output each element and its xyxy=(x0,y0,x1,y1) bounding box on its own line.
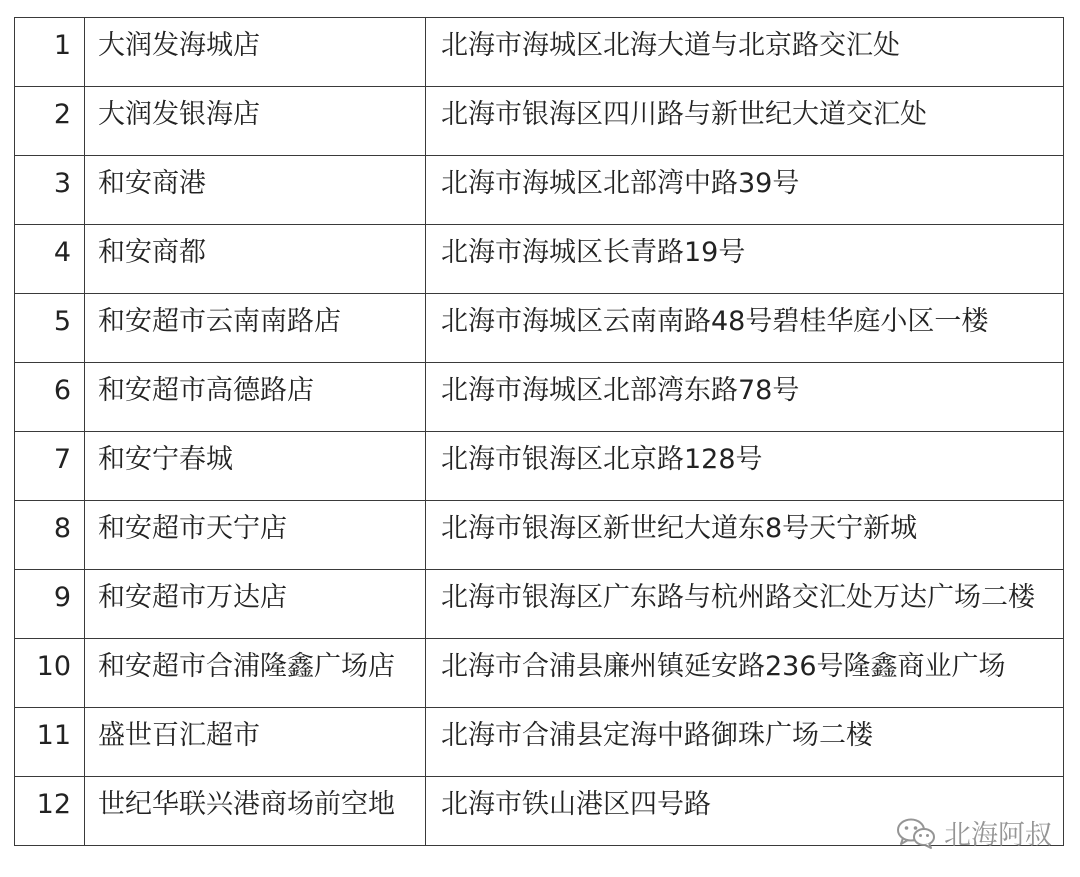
store-address-cell xyxy=(426,294,1064,363)
row-number-cell xyxy=(15,363,85,432)
row-number-cell xyxy=(15,87,85,156)
row-number: 8 xyxy=(53,513,71,544)
store-name: 和安超市云南南路店 xyxy=(98,306,341,337)
row-number: 12 xyxy=(36,789,71,820)
row-number-cell xyxy=(15,501,85,570)
store-address: 北海市海城区北部湾中路39号 xyxy=(441,168,800,199)
store-address: 北海市海城区北部湾东路78号 xyxy=(441,375,800,406)
store-name: 和安超市合浦隆鑫广场店 xyxy=(98,651,395,682)
store-name-cell xyxy=(85,18,426,87)
table-row xyxy=(15,87,1064,156)
store-name: 和安超市万达店 xyxy=(98,582,287,613)
row-number: 11 xyxy=(36,720,71,751)
store-name-cell xyxy=(85,639,426,708)
store-address: 北海市合浦县廉州镇延安路236号隆鑫商业广场 xyxy=(441,651,1006,682)
store-address: 北海市合浦县定海中路御珠广场二楼 xyxy=(441,720,873,751)
store-name: 和安超市天宁店 xyxy=(98,513,287,544)
watermark-text: 北海阿叔 xyxy=(944,820,1052,851)
store-name-cell xyxy=(85,501,426,570)
table-row xyxy=(15,156,1064,225)
store-name: 和安宁春城 xyxy=(98,444,233,475)
store-name-cell xyxy=(85,432,426,501)
row-number-cell xyxy=(15,639,85,708)
row-number: 6 xyxy=(53,375,71,406)
store-name-cell xyxy=(85,570,426,639)
table-row xyxy=(15,432,1064,501)
table-row xyxy=(15,708,1064,777)
store-list-table xyxy=(14,17,1064,846)
row-number: 5 xyxy=(53,306,71,337)
row-number-cell xyxy=(15,156,85,225)
row-number: 10 xyxy=(36,651,71,682)
store-address: 北海市银海区广东路与杭州路交汇处万达广场二楼 xyxy=(441,582,1035,613)
store-name: 盛世百汇超市 xyxy=(98,720,260,751)
watermark xyxy=(896,813,1052,852)
store-name: 和安商港 xyxy=(98,168,206,199)
table-row xyxy=(15,18,1064,87)
store-address-cell xyxy=(426,363,1064,432)
store-address: 北海市银海区北京路128号 xyxy=(441,444,763,475)
table-body xyxy=(15,18,1064,846)
table-row xyxy=(15,363,1064,432)
store-name-cell xyxy=(85,777,426,846)
row-number: 2 xyxy=(53,99,71,130)
store-address-cell xyxy=(426,225,1064,294)
store-address-cell xyxy=(426,708,1064,777)
store-address: 北海市银海区四川路与新世纪大道交汇处 xyxy=(441,99,927,130)
row-number-cell xyxy=(15,432,85,501)
store-address: 北海市海城区云南南路48号碧桂华庭小区一楼 xyxy=(441,306,989,337)
store-address: 北海市海城区北海大道与北京路交汇处 xyxy=(441,30,900,61)
store-name-cell xyxy=(85,294,426,363)
store-name: 和安商都 xyxy=(98,237,206,268)
store-name: 和安超市高德路店 xyxy=(98,375,314,406)
store-name-cell xyxy=(85,225,426,294)
store-name-cell xyxy=(85,363,426,432)
store-name: 大润发银海店 xyxy=(98,99,260,130)
store-address-cell xyxy=(426,570,1064,639)
store-name: 世纪华联兴港商场前空地 xyxy=(98,789,395,820)
wechat-icon xyxy=(896,816,936,850)
row-number-cell xyxy=(15,18,85,87)
row-number: 3 xyxy=(53,168,71,199)
row-number: 9 xyxy=(53,582,71,613)
store-address-cell xyxy=(426,501,1064,570)
store-address-cell xyxy=(426,639,1064,708)
store-address-cell xyxy=(426,87,1064,156)
table-row xyxy=(15,570,1064,639)
store-address-cell xyxy=(426,156,1064,225)
table-row xyxy=(15,294,1064,363)
store-name-cell xyxy=(85,708,426,777)
store-address: 北海市海城区长青路19号 xyxy=(441,237,746,268)
row-number-cell xyxy=(15,708,85,777)
row-number: 4 xyxy=(53,237,71,268)
row-number-cell xyxy=(15,777,85,846)
table-row xyxy=(15,501,1064,570)
store-address-cell xyxy=(426,432,1064,501)
table-row xyxy=(15,225,1064,294)
store-address: 北海市银海区新世纪大道东8号天宁新城 xyxy=(441,513,918,544)
store-address: 北海市铁山港区四号路 xyxy=(441,789,711,820)
row-number: 7 xyxy=(53,444,71,475)
store-name-cell xyxy=(85,87,426,156)
store-address-cell xyxy=(426,18,1064,87)
store-name: 大润发海城店 xyxy=(98,30,260,61)
row-number-cell xyxy=(15,570,85,639)
row-number-cell xyxy=(15,294,85,363)
store-name-cell xyxy=(85,156,426,225)
row-number: 1 xyxy=(53,30,71,61)
table-row xyxy=(15,639,1064,708)
row-number-cell xyxy=(15,225,85,294)
